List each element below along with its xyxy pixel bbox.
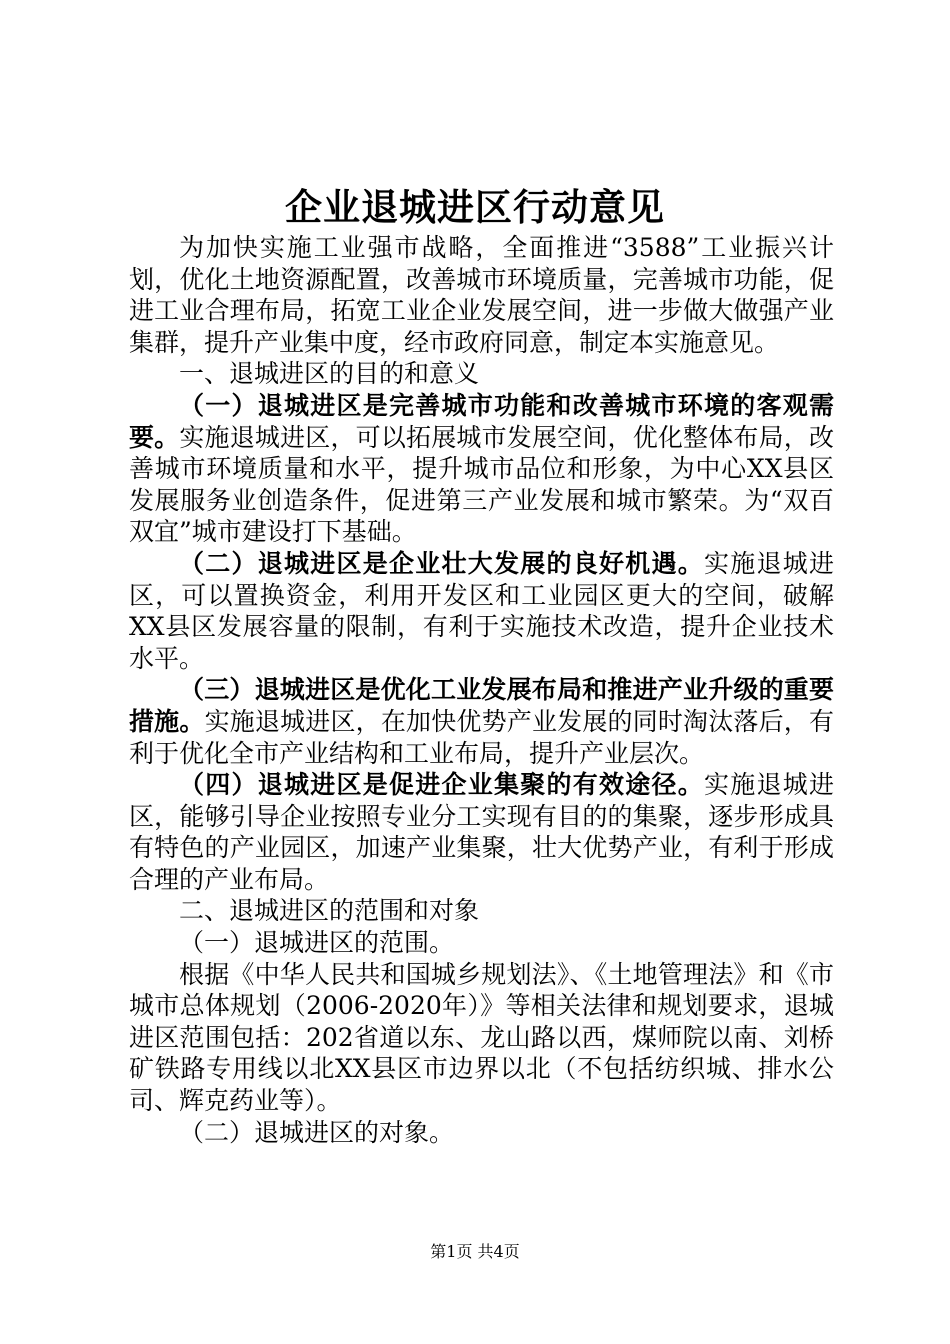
scope-paragraph xyxy=(129,959,834,1117)
heading-text: 二、退城进区的范围和对象 xyxy=(179,896,480,926)
subsection-paragraph-2 xyxy=(129,548,834,674)
paragraph-text: 实施退城进区，能够引导企业按照专业分工实现有目的的集聚，逐步形成具有特色的产业园区，加速产业集聚，壮大优势产业，有利于形成合理的产业布局。 xyxy=(129,770,834,894)
paragraph-lead: （二）退城进区是企业壮大发展的良好机遇。 xyxy=(179,548,704,578)
paragraph-lead: （三）退城进区是优化工业发展布局和推进产业升级的重要措施。 xyxy=(129,675,834,736)
paragraph-text: 实施退城进区，可以置换资金，利用开发区和工业园区更大的空间，破解XX县区发展容量的限制，有利于实施技术改造，提升企业技术水平。 xyxy=(129,548,834,673)
heading-text: （一）退城进区的范围。 xyxy=(179,928,455,958)
heading-text: （二）退城进区的对象。 xyxy=(179,1117,455,1147)
paragraph-text: 根据《中华人民共和国城乡规划法》、《土地管理法》和《市城市总体规划（2006-2020年）》等相关法律和规划要求，退城进区范围包括：202省道以东、龙山路以西，煤师院以南、刘桥矿铁路专用线以北XX县区市边界以北（不包括纺织城、排水公司、辉克药业等）。 xyxy=(129,959,834,1116)
paragraph-text: 实施退城进区，可以拓展城市发展空间，优化整体布局，改善城市环境质量和水平，提升城市品位和形象，为中心XX县区发展服务业创造条件，促进第三产业发展和城市繁荣。为“双百双宜”城市建设打下基础。 xyxy=(129,422,834,547)
document-body xyxy=(129,232,834,1148)
intro-paragraph xyxy=(129,232,834,358)
paragraph-lead: （一）退城进区是完善城市功能和改善城市环境的客观需要。 xyxy=(129,390,834,452)
section-heading-1 xyxy=(129,358,834,390)
paragraph-text: 为加快实施工业强市战略，全面推进“3588”工业振兴计划，优化土地资源配置，改善城市环境质量，完善城市功能，促进工业合理布局，拓宽工业企业发展空间，进一步做大做强产业集群，提升产业集中度，经市政府同意，制定本实施意见。 xyxy=(129,233,834,357)
section-heading-2 xyxy=(129,895,834,927)
paragraph-lead: （四）退城进区是促进企业集聚的有效途径。 xyxy=(179,770,704,800)
subsection-paragraph-4 xyxy=(129,769,834,895)
heading-text: 一、退城进区的目的和意义 xyxy=(179,359,480,389)
subsection-paragraph-3 xyxy=(129,674,834,769)
document-title: 企业退城进区行动意见 xyxy=(285,185,665,229)
page-footer: 第1页 共4页 xyxy=(430,1242,520,1261)
subsection-heading-targets xyxy=(129,1117,834,1149)
subsection-paragraph-1 xyxy=(129,390,834,548)
subsection-heading-scope xyxy=(129,927,834,959)
paragraph-text: 实施退城进区，在加快优势产业发展的同时淘汰落后，有利于优化全市产业结构和工业布局，提升产业层次。 xyxy=(129,706,834,768)
